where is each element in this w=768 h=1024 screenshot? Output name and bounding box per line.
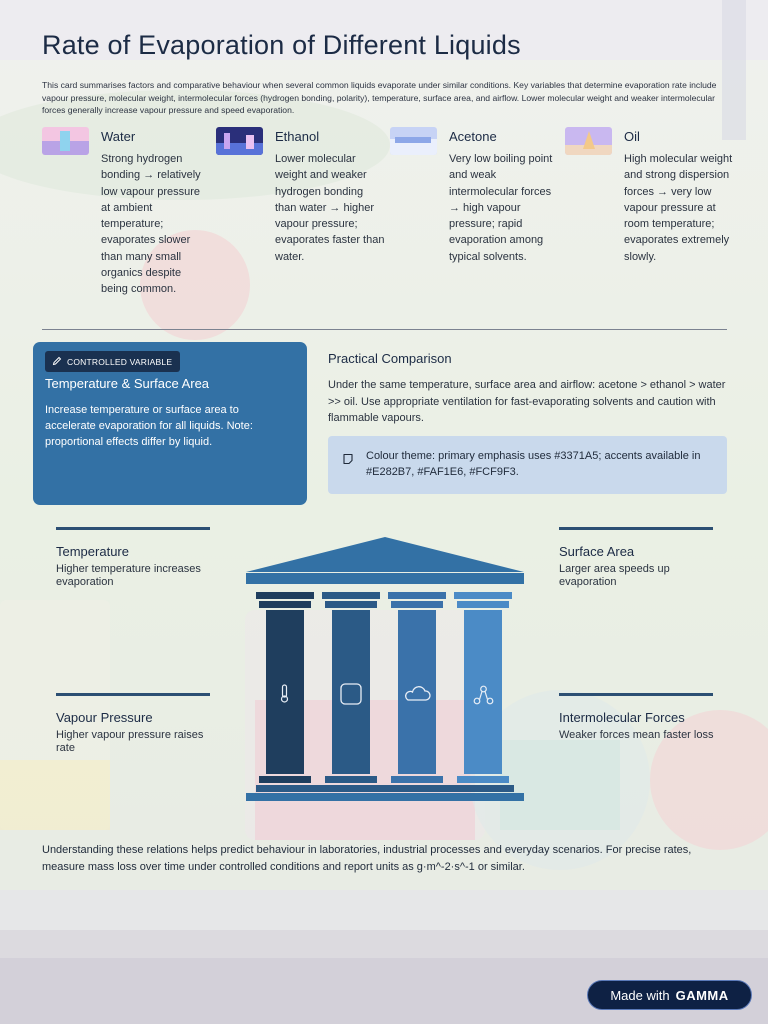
section-divider [42,329,727,330]
theme-note-text: Colour theme: primary emphasis uses #3371A5; accents available in #E282B7, #FAF1E6, #FCF9F3. [366,450,701,478]
controlled-title: Temperature & Surface Area [45,376,210,391]
oil-thumbnail [565,127,612,155]
factor-vapour-pressure [56,693,216,755]
factor-description: Higher temperature increases evaporation [56,563,201,588]
factor-bar [559,527,713,530]
intro-paragraph: This card summarises factors and comparative behaviour when several common liquids evaporate under similar conditions. Key variables that determine evaporation rate include vapour pressure, molecular weight, intermolecular forces (hydrogen bonding, polarity), temperature, surface area, and airflow. Lower molecular weight and weaker intermolecular forces generally increase vapour pressure and speed evaporation. [42,80,717,116]
ethanol-thumbnail [216,127,263,155]
factor-description: Larger area speeds up evaporation [559,563,670,588]
controlled-variable-badge [45,351,180,372]
badge-label: CONTROLLED VARIABLE [67,356,173,367]
factor-surface-area [559,527,719,589]
liquid-description: Very low boiling point and weak intermolecular forces → high vapour pressure; rapid evaporation among typical solvents. [449,153,553,263]
practical-title: Practical Comparison [328,351,452,366]
pillar-4 [454,592,512,783]
colour-theme-note [328,436,727,494]
badge-prefix: Made with [610,987,670,1003]
note-icon [342,452,354,470]
pencil-icon [52,356,62,368]
factor-intermolecular-forces [559,693,719,742]
water-thumbnail [42,127,89,155]
factor-description: Higher vapour pressure raises rate [56,729,204,754]
liquid-name: Ethanol [275,129,320,144]
acetone-thumbnail [390,127,437,155]
controlled-body: Increase temperature or surface area to accelerate evaporation for all liquids. Note: proportional effects differ by liquid. [45,404,253,448]
made-with-gamma-badge[interactable] [587,980,752,1010]
pillars-base-top [256,785,514,792]
page-title: Rate of Evaporation of Different Liquids [42,30,521,60]
factor-name: Vapour Pressure [56,710,153,725]
liquid-description: High molecular weight and strong dispersion forces → very low vapour pressure at room temperature; evaporates extremely slowly. [624,153,733,263]
factor-name: Intermolecular Forces [559,710,685,725]
pillar-2 [322,592,380,783]
factor-bar [559,693,713,696]
liquid-name: Water [101,129,136,144]
factor-description: Weaker forces mean faster loss [559,729,714,741]
pillars-entablature [246,573,524,584]
gamma-logo: GAMMA [675,987,729,1003]
pillars-diagram [244,536,526,804]
footer-paragraph: Understanding these relations helps predict behaviour in laboratories, industrial processes and everyday scenarios. For precise rates, measure mass loss over time under controlled conditions and report units as g·m^-2·s^-1 or similar. [42,844,692,873]
pillars-base [246,793,524,801]
pillars-roof [246,537,524,572]
liquid-description: Strong hydrogen bonding → relatively low vapour pressure at ambient temperature; evaporates slower than many small organics despite being common. [101,153,201,296]
liquid-name: Acetone [449,129,497,144]
factor-name: Temperature [56,544,129,559]
controlled-variable-card [33,342,307,505]
factor-bar [56,527,210,530]
liquid-name: Oil [624,129,640,144]
liquid-description: Lower molecular weight and weaker hydrogen bonding than water → higher vapour pressure; evaporates faster than water. [275,153,385,263]
factor-name: Surface Area [559,544,635,559]
practical-body: Under the same temperature, surface area and airflow: acetone > ethanol > water >> oil. Use appropriate ventilation for fast-evaporating solvents and caution with flammable vapours. [328,379,726,424]
factor-temperature [56,527,216,589]
factor-bar [56,693,210,696]
pillar-1 [256,592,314,783]
